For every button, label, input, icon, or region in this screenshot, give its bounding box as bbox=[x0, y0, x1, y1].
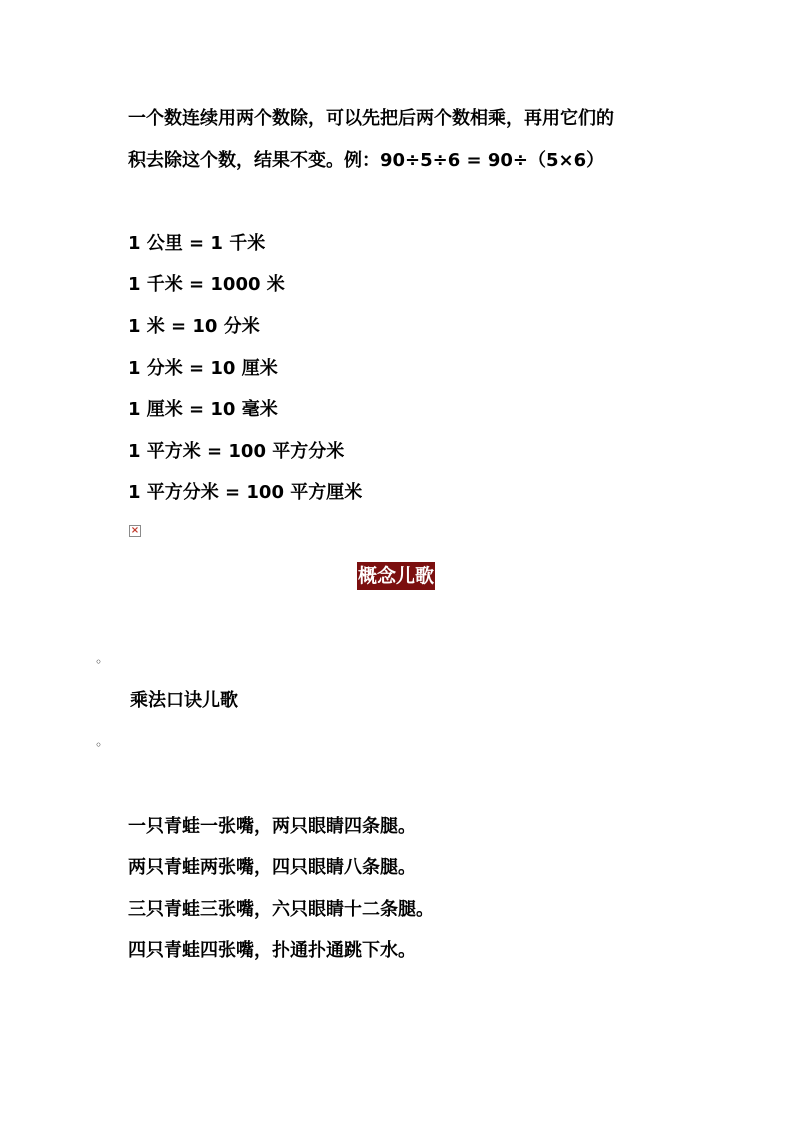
conversion-line: 1 分米 = 10 厘米 bbox=[128, 358, 278, 379]
conversion-line: 1 平方米 = 100 平方分米 bbox=[128, 441, 345, 462]
section-heading: 概念儿歌 bbox=[357, 562, 435, 590]
bullet-marker: ◦ bbox=[95, 738, 103, 752]
broken-image-icon: × bbox=[130, 525, 140, 536]
conversion-line: 1 平方分米 = 100 平方厘米 bbox=[128, 482, 363, 503]
conversion-line: 1 公里 = 1 千米 bbox=[128, 233, 266, 254]
poem-line: 两只青蛙两张嘴，四只眼睛八条腿。 bbox=[128, 857, 416, 878]
conversion-line: 1 厘米 = 10 毫米 bbox=[128, 399, 278, 420]
poem-line: 三只青蛙三张嘴，六只眼睛十二条腿。 bbox=[128, 899, 434, 920]
conversion-line: 1 米 = 10 分米 bbox=[128, 316, 260, 337]
subheading: 乘法口诀儿歌 bbox=[130, 690, 238, 711]
poem-line: 四只青蛙四张嘴，扑通扑通跳下水。 bbox=[128, 940, 416, 961]
conversion-line: 1 千米 = 1000 米 bbox=[128, 274, 285, 295]
rule-line-2: 积去除这个数，结果不变。例：90÷5÷6 = 90÷（5×6） bbox=[128, 150, 605, 171]
bullet-marker: ◦ bbox=[95, 655, 103, 669]
poem-line: 一只青蛙一张嘴，两只眼睛四条腿。 bbox=[128, 816, 416, 837]
rule-line-1: 一个数连续用两个数除，可以先把后两个数相乘，再用它们的 bbox=[128, 108, 614, 129]
